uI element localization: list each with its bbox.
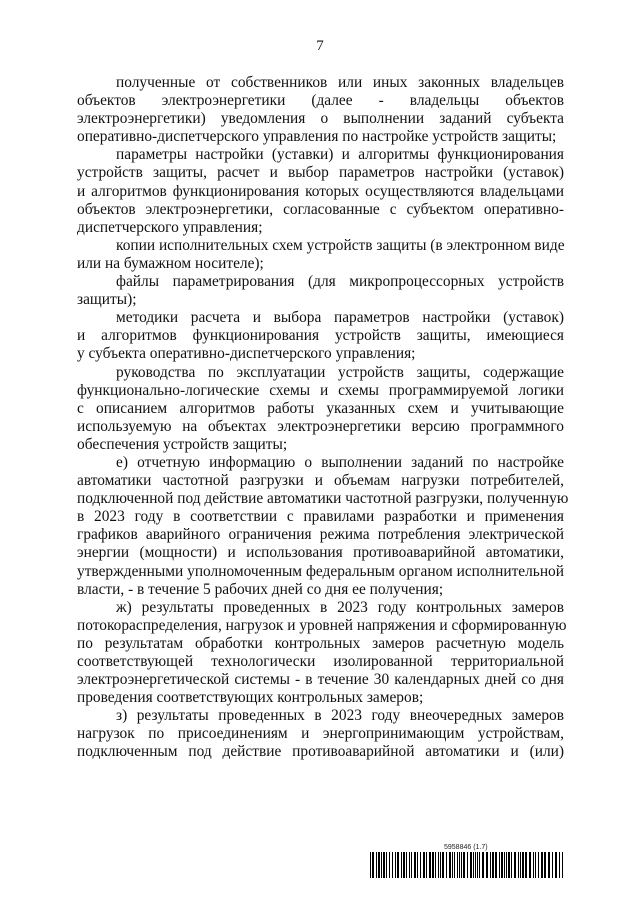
text-line: используемую на объектах электроэнергетики версию программного: [77, 417, 564, 435]
text-line: и алгоритмов функционирования которых осуществляются владельцами: [77, 182, 564, 200]
text-line: функционально-логические схемы и схемы программируемой логики: [77, 381, 564, 399]
text-line: защиты);: [77, 291, 137, 309]
document-code: 5958846 (1.7): [444, 844, 488, 851]
text-line: потокораспределения, нагрузок и уровней напряжения и сформированную: [77, 616, 567, 634]
text-line: з) результаты проведенных в 2023 году внеочередных замеров: [116, 707, 564, 725]
text-line: е) отчетную информацию о выполнении заданий по настройке: [116, 453, 564, 471]
page-number: 7: [316, 38, 324, 54]
text-line: соответствующей технологически изолированной территориальной: [77, 653, 564, 670]
text-line: энергии (мощности) и использования противоаварийной автоматики,: [77, 544, 564, 562]
text-line: объектов электроэнергетики, согласованные с субъектом оперативно-: [77, 200, 564, 218]
text-line: в 2023 году в соответствии с правилами разработки и применения: [77, 508, 564, 526]
text-line: графиков аварийного ограничения режима потребления электрической: [77, 526, 564, 544]
text-line: у субъекта оперативно-диспетчерского управления;: [77, 345, 416, 363]
text-line: электроэнергетической системы - в течение 30 календарных дней со дня: [77, 671, 564, 689]
text-line: электроэнергетики) уведомления о выполнении заданий субъекта: [77, 110, 564, 128]
text-line: файлы параметрирования (для микропроцессорных устройств: [116, 273, 564, 291]
text-line: проведения соответствующих контрольных замеров;: [77, 689, 424, 707]
text-line: ж) результаты проведенных в 2023 году контрольных замеров: [116, 598, 564, 616]
text-line: автоматики частотной разгрузки и объемам нагрузки потребителей,: [77, 472, 564, 490]
text-line: утвержденными уполномоченным федеральным органом исполнительной: [77, 562, 564, 580]
text-line: власти, - в течение 5 рабочих дней со дня ее получения;: [77, 580, 444, 598]
text-line: и алгоритмов функционирования устройств защиты, имеющиеся: [77, 327, 564, 345]
text-line: параметры настройки (уставки) и алгоритмы функционирования: [116, 146, 564, 164]
text-line: или на бумажном носителе);: [77, 254, 264, 272]
text-line: устройств защиты, расчет и выбор параметров настройки (уставок): [77, 164, 564, 182]
text-line: полученные от собственников или иных законных владельцев: [116, 74, 564, 91]
text-line: подключенным под действие противоаварийной автоматики и (или): [77, 743, 564, 761]
body-text: [77, 74, 569, 762]
text-line: методики расчета и выбора параметров настройки (уставок): [116, 309, 564, 327]
barcode-image: [370, 852, 565, 878]
text-line: объектов электроэнергетики (далее - владельцы объектов: [77, 92, 564, 110]
text-line: с описанием алгоритмов работы указанных схем и учитывающие: [77, 399, 564, 417]
text-line: оперативно-диспетчерского управления по настройке устройств защиты;: [77, 128, 557, 146]
text-line: нагрузок по присоединениям и энергопринимающим устройствам,: [77, 725, 564, 743]
text-line: обеспечения устройств защиты;: [77, 435, 288, 453]
text-line: руководства по эксплуатации устройств защиты, содержащие: [116, 363, 564, 381]
text-line: диспетчерского управления;: [77, 218, 263, 236]
text-line: по результатам обработки контрольных замеров расчетную модель: [77, 634, 564, 652]
text-line: копии исполнительных схем устройств защиты (в электронном виде: [116, 236, 565, 254]
text-line: подключенной под действие автоматики частотной разгрузки, полученную: [77, 490, 569, 508]
